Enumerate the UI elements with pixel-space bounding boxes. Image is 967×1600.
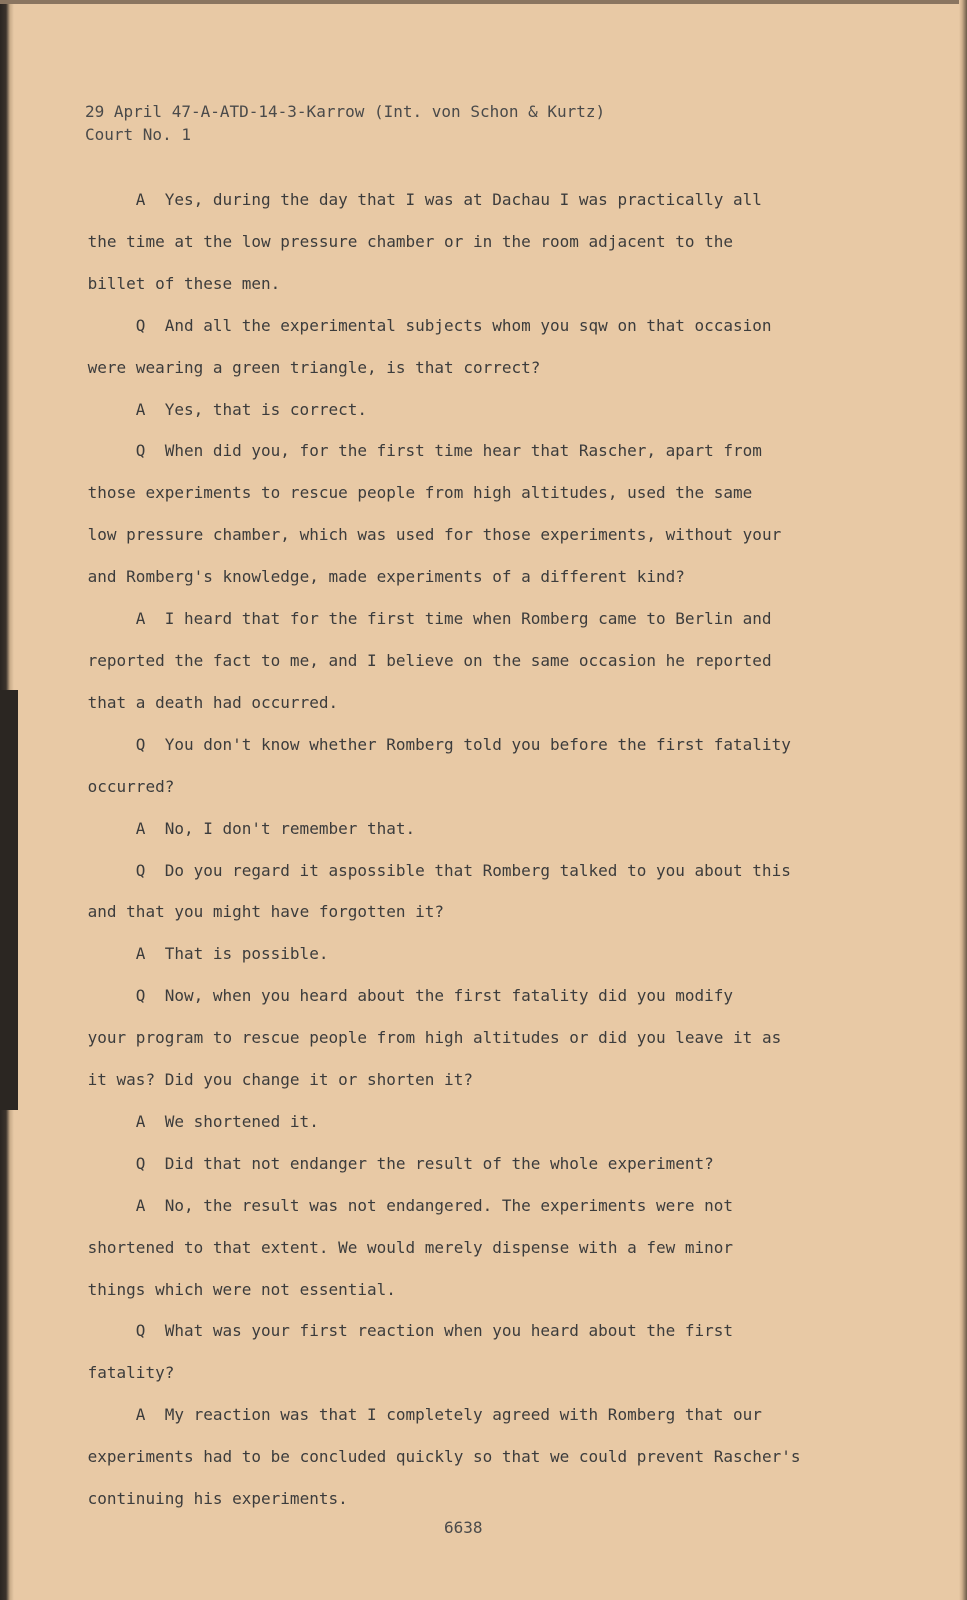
transcript-line: Q And all the experimental subjects whom you sqw on that occasion — [78, 315, 772, 335]
document-header — [85, 100, 605, 146]
transcript-line: A Yes, that is correct. — [78, 399, 367, 419]
transcript-line: Q What was your first reaction when you heard about the first — [78, 1321, 734, 1341]
header-line-2: Court No. 1 — [85, 125, 191, 144]
header-line-1: 29 April 47-A-ATD-14-3-Karrow (Int. von Schon & Kurtz) — [85, 102, 606, 121]
transcript-line: that a death had occurred. — [78, 692, 339, 712]
transcript-line: those experiments to rescue people from high altitudes, used the same — [78, 483, 753, 503]
page-number: 6638 — [444, 1518, 483, 1537]
transcript-line: shortened to that extent. We would merely dispense with a few minor — [78, 1237, 734, 1257]
transcript-line: billet of these men. — [78, 273, 281, 293]
transcript-line: reported the fact to me, and I believe on the same occasion he reported — [78, 650, 772, 670]
transcript-line: fatality? — [78, 1363, 175, 1383]
transcript-line: A I heard that for the first time when Romberg came to Berlin and — [78, 609, 772, 629]
transcript-line: Q When did you, for the first time hear that Rascher, apart from — [78, 441, 762, 461]
transcript-line: and that you might have forgotten it? — [78, 902, 445, 922]
transcript-line: and Romberg's knowledge, made experiments of a different kind? — [78, 567, 685, 587]
transcript-line: low pressure chamber, which was used for those experiments, without your — [78, 525, 782, 545]
transcript-line: things which were not essential. — [78, 1279, 396, 1299]
transcript-line: experiments had to be concluded quickly so that we could prevent Rascher's — [78, 1447, 801, 1467]
transcript-line: Q Now, when you heard about the first fatality did you modify — [78, 986, 734, 1006]
transcript-line: A No, I don't remember that. — [78, 818, 416, 838]
transcript-line: A That is possible. — [78, 944, 329, 964]
transcript-line: Q You don't know whether Romberg told you before the first fatality — [78, 734, 791, 754]
transcript-line: your program to rescue people from high altitudes or did you leave it as — [78, 1028, 782, 1048]
transcript-line: continuing his experiments. — [78, 1489, 348, 1509]
transcript-body — [78, 179, 878, 1520]
page-top-edge — [0, 0, 967, 4]
transcript-line: Q Do you regard it aspossible that Romberg talked to you about this — [78, 860, 791, 880]
transcript-line: occurred? — [78, 776, 175, 796]
transcript-line: Q Did that not endanger the result of the whole experiment? — [78, 1153, 714, 1173]
transcript-line: A No, the result was not endangered. The experiments were not — [78, 1195, 734, 1215]
transcript-line: A My reaction was that I completely agreed with Romberg that our — [78, 1405, 762, 1425]
transcript-line: A We shortened it. — [78, 1111, 319, 1131]
transcript-line: the time at the low pressure chamber or in the room adjacent to the — [78, 231, 734, 251]
transcript-line: A Yes, during the day that I was at Dachau I was practically all — [78, 190, 762, 209]
transcript-line: were wearing a green triangle, is that correct? — [78, 357, 541, 377]
left-edge-shadow — [0, 690, 18, 1110]
transcript-line: it was? Did you change it or shorten it? — [78, 1070, 473, 1090]
